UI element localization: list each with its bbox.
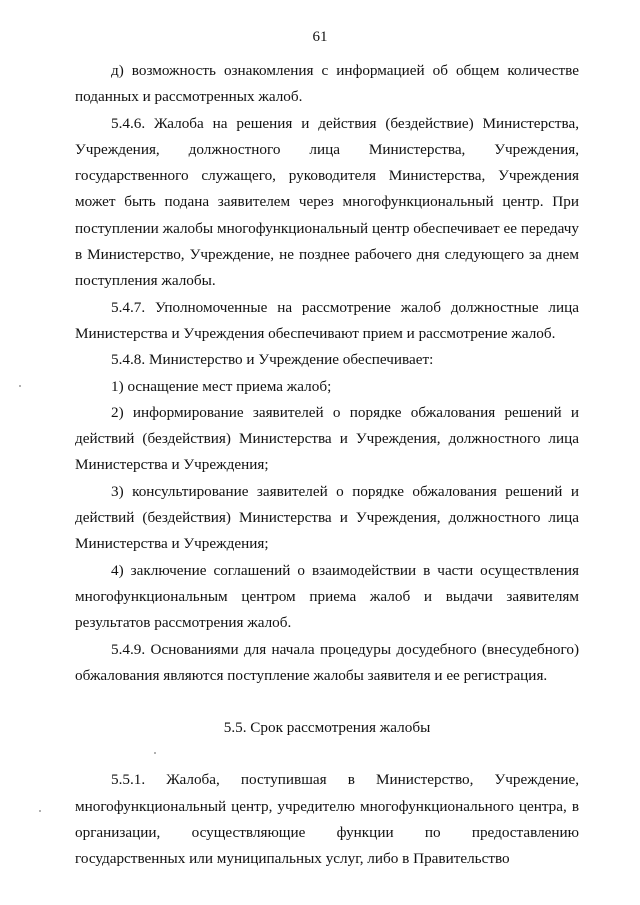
page-number: 61	[312, 29, 328, 45]
paragraph-5-4-9: 5.4.9. Основаниями для начала процедуры досудебного (внесудебного) обжалования являются поступление жалобы заявителя и ее регистрация.	[75, 640, 579, 684]
paragraph-5-4-6: 5.4.6. Жалоба на решения и действия (бездействие) Министерства, Учреждения, должностного лица Министерства, Учреждения, государственного служащего, руководителя Министерства, Учреждения может быть подана заявителем через многофункциональный центр. При поступлении жалобы многофункциональный центр обеспечивает ее передачу в Министерство, Учреждение, не позднее рабочего дня следующего за днем поступления жалобы.	[75, 114, 579, 290]
paragraph-5-5-1: 5.5.1. Жалоба, поступившая в Министерство, Учреждение, многофункциональный центр, учредителю многофункционального центра, в организации, осуществляющие функции по предоставлению государственных или муниципальных услуг, либо в Правительство	[75, 771, 579, 868]
paragraph-5-4-7: 5.4.7. Уполномоченные на рассмотрение жалоб должностные лица Министерства и Учреждения обеспечивают прием и рассмотрение жалоб.	[75, 298, 579, 342]
paragraph-item-d: д) возможность ознакомления с информацией об общем количестве поданных и рассмотренных жалоб.	[75, 62, 579, 106]
list-item-1: 1) оснащение мест приема жалоб;	[111, 377, 332, 395]
document-body	[75, 58, 579, 873]
section-heading: 5.5. Срок рассмотрения жалобы	[223, 719, 431, 737]
scan-speck	[39, 810, 41, 812]
paragraph-5-4-8: 5.4.8. Министерство и Учреждение обеспечивает:	[111, 351, 434, 369]
scan-speck	[154, 752, 156, 754]
list-item-4: 4) заключение соглашений о взаимодействии в части осуществления многофункциональным центром приема жалоб и выдачи заявителям результатов рассмотрения жалоб.	[75, 561, 579, 632]
scan-speck	[19, 385, 21, 387]
list-item-3: 3) консультирование заявителей о порядке обжалования решений и действий (бездействия) Министерства и Учреждения, должностного лица Министерства и Учреждения;	[75, 482, 579, 553]
list-item-2: 2) информирование заявителей о порядке обжалования решений и действий (бездействия) Министерства и Учреждения, должностного лица Министерства и Учреждения;	[75, 403, 579, 474]
